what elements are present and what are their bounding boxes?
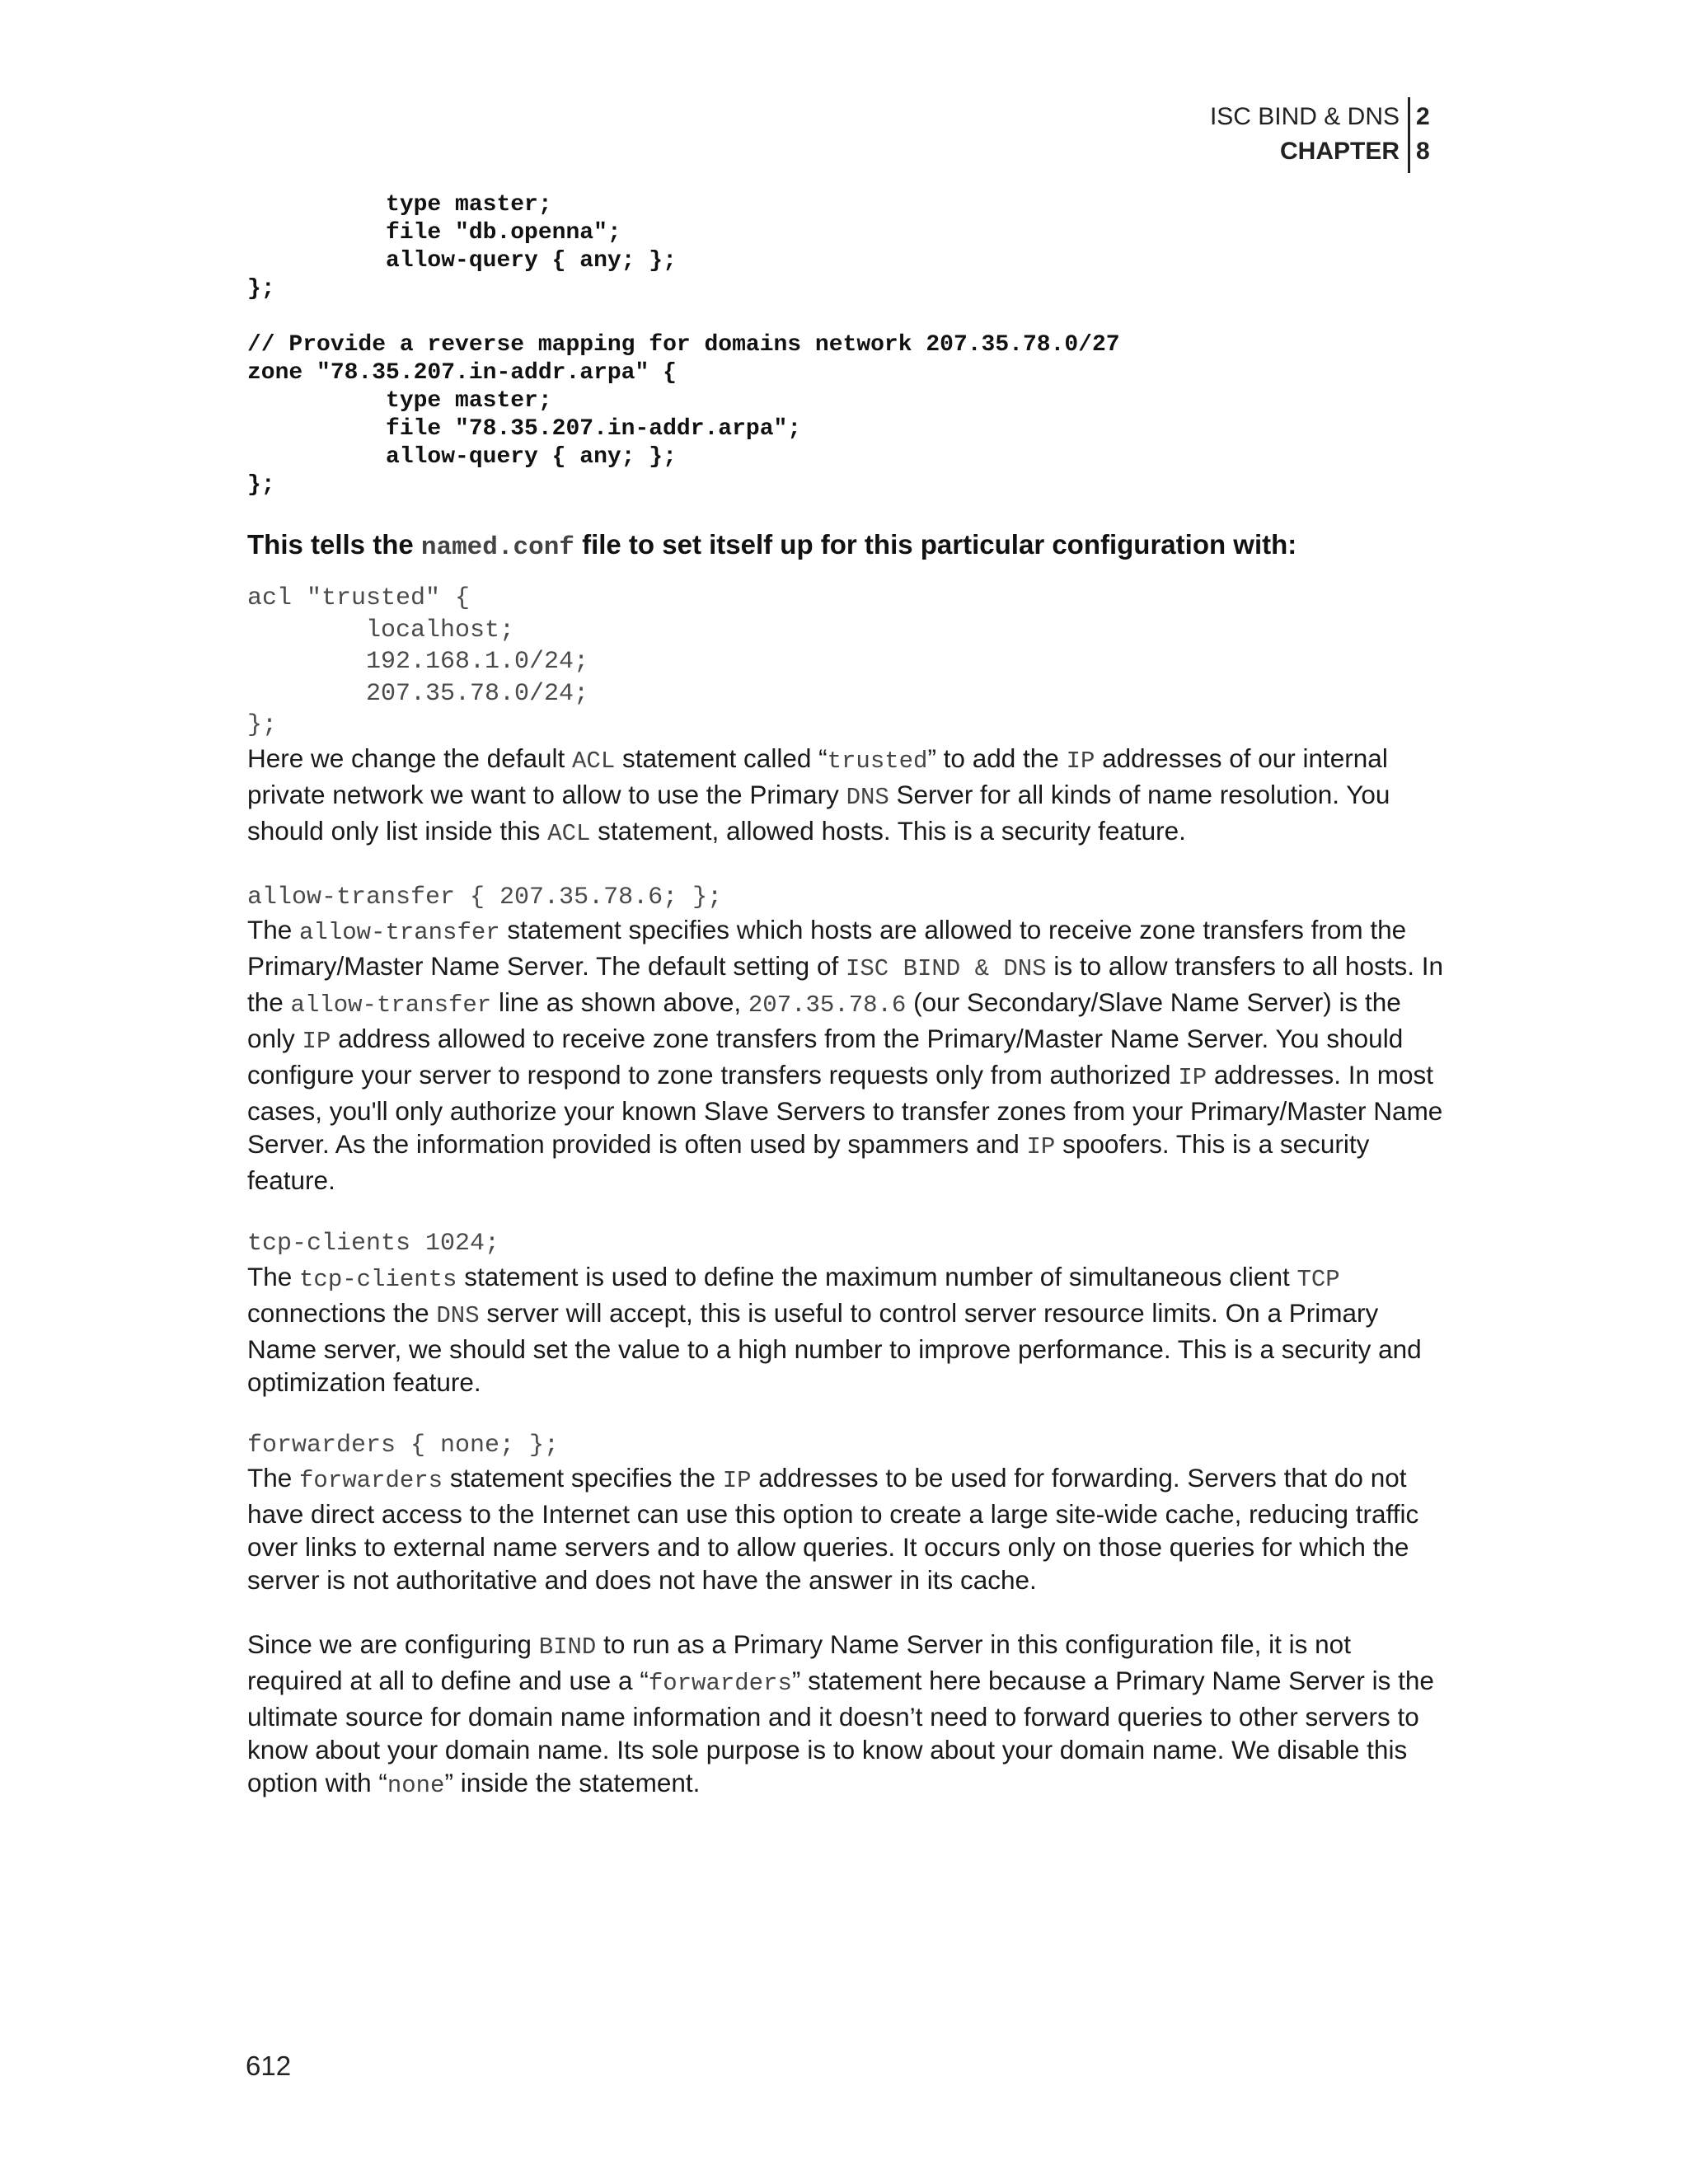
forwarders-explanation: The forwarders statement specifies the IP addresses to be used for forwarding. Servers that do not have direct access to the Internet can use this option to create a large site-wide cache, reducing traffic over links to external name servers and to allow queries. It occurs only on those queries for which the server is not authoritative and does not have the answer in its cache. — [247, 1463, 1419, 1595]
inline-code: forwarders — [299, 1467, 443, 1494]
inline-code: tcp-clients — [299, 1265, 457, 1293]
inline-code: IP — [722, 1467, 752, 1494]
allow-transfer-explanation: The allow-transfer statement specifies which hosts are allowed to receive zone transfers from the Primary/Master Name Server. The default setting of ISC BIND & DNS is to allow transfers to all hosts. In the allow-transfer line as shown above, 207.35.78.6 (our Secondary/Slave Name Server) is the only IP address allowed to receive zone transfers from the Primary/Master Name Server. You should configure your server to respond to zone transfers requests only from authorized IP addresses. In most cases, you'll only authorize your known Slave Servers to transfer zones from your Primary/Master Name Server. As the information provided is often used by spammers and IP spoofers. This is a security feature. — [247, 915, 1444, 1195]
inline-code: BIND — [538, 1633, 597, 1661]
inline-code: trusted — [827, 747, 928, 775]
tcp-clients-code: tcp-clients 1024; — [247, 1230, 500, 1258]
header-title: ISC BIND & DNS — [1209, 103, 1400, 130]
header-divider — [1408, 97, 1410, 173]
inline-code: allow-transfer — [299, 919, 500, 946]
inline-code: DNS — [436, 1301, 480, 1329]
header-title-row — [1210, 101, 1434, 134]
closing-paragraph: Since we are configuring BIND to run as a Primary Name Server in this configuration file, it is not required at all to define and use a “forwarders” statement here because a Primary Name Server is the ultimate source for domain name information and it doesn’t need to forward queries to other servers to know about your domain name. Its sole purpose is to know about your domain name. We disable this option with “none” inside the statement. — [247, 1629, 1434, 1799]
tcp-clients-explanation: The tcp-clients statement is used to define the maximum number of simultaneous client TCP connections the DNS server will accept, this is useful to control server resource limits. On a Primary Name server, we should set the value to a high number to improve performance. This is a security and optimization feature. — [247, 1261, 1422, 1397]
header-chapter-row — [1280, 135, 1434, 168]
inline-code: named.conf — [420, 533, 574, 562]
page-content — [247, 191, 1451, 1802]
chapter-number-top: 2 — [1416, 103, 1430, 130]
page-number: 612 — [246, 2050, 292, 2081]
inline-code: forwarders — [648, 1670, 792, 1697]
intro-sentence: This tells the named.conf file to set itself up for this particular configuration with: — [247, 529, 1297, 562]
allow-transfer-code: allow-transfer { 207.35.78.6; }; — [247, 883, 723, 912]
running-header — [1104, 97, 1434, 173]
inline-code: IP — [302, 1028, 331, 1055]
inline-code: ACL — [572, 747, 616, 775]
acl-explanation: Here we change the default ACL statement called “trusted” to add the IP addresses of our internal private network we want to allow to use the Primary DNS Server for all kinds of name resolution. You should only list inside this ACL statement, allowed hosts. This is a security feature. — [247, 743, 1390, 847]
chapter-number-bottom: 8 — [1416, 138, 1430, 165]
forwarders-code: forwarders { none; }; — [247, 1431, 560, 1460]
zone-config-code: type master; file "db.openna"; allow-query { any; }; }; // Provide a reverse mapping for domains network 207.35.78.0/27 zone "78.35.207.in-addr.arpa" { type master; file "78.35.207.in-addr.arpa"; allow-query { any; }; }; — [247, 192, 1120, 498]
inline-code: ACL — [547, 819, 591, 847]
inline-code: IP — [1026, 1133, 1056, 1160]
inline-code: none — [387, 1772, 445, 1799]
header-chapter-label: CHAPTER — [1279, 138, 1400, 165]
inline-code: ISC BIND & DNS — [845, 955, 1047, 982]
inline-code: IP — [1178, 1064, 1207, 1091]
inline-code: TCP — [1296, 1265, 1340, 1293]
inline-code: allow-transfer — [290, 991, 492, 1019]
acl-code: acl "trusted" { localhost; 192.168.1.0/24; 207.35.78.0/24; }; — [247, 584, 589, 739]
inline-code: DNS — [846, 783, 889, 811]
inline-code: IP — [1066, 747, 1095, 775]
inline-code: 207.35.78.6 — [748, 991, 907, 1019]
